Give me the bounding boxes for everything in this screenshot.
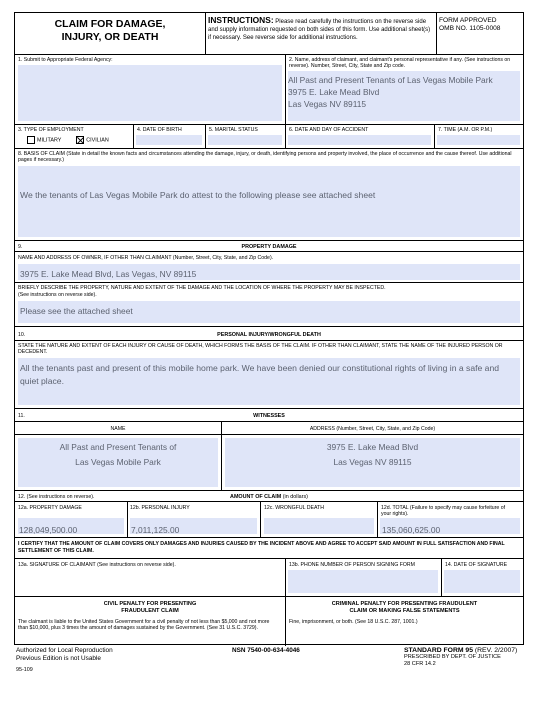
form-title: CLAIM FOR DAMAGE, INJURY, OR DEATH [54,18,166,43]
agency-claimant-row [15,55,523,125]
nsn-number: NSN 7540-00-634-4046 [232,647,300,654]
property-heading-row: 9. PROPERTY DAMAGE [15,241,523,252]
witnesses-heading-row: 11. WITNESSES [15,409,523,422]
agency-field[interactable]: 1. Submit to Appropriate Federal Agency: [15,55,285,124]
describe-value: Please see the attached sheet [20,306,133,316]
signature-field[interactable]: 13a. SIGNATURE OF CLAIMANT (See instructions on reverse side). [18,562,176,568]
describe-row[interactable]: BRIEFLY DESCRIBE THE PROPERTY, NATURE AND EXTENT OF THE DAMAGE AND THE LOCATION OF WHERE THE PROPERTY MAY BE INSPECTED. (See instructions on reverse side). Please see the attached sheet [15,283,523,327]
criminal-penalty: CRIMINAL PENALTY FOR PRESENTING FRAUDULENT CLAIM OR MAKING FALSE STATEMENTS Fine, imprisonment, or both. (See 18 U.S.C. 287, 1001.) [289,601,478,625]
details-row [15,125,523,149]
time-field[interactable]: 7. TIME (A.M. OR P.M.) [435,125,523,148]
claimant-field[interactable]: 2. Name, address of claimant, and claimant's personal representative if any. (See instructions on reverse). Number, Street, City, State and Zip code. All Past and Present Tenants of Las Vegas Mobile Park 3975 E. Lake Mead Blvd Las Vegas NV 89115 [286,55,523,124]
personal-injury-field[interactable]: 12b. PERSONAL INJURY 7,011,125.00 [128,502,260,537]
form-approved: FORM APPROVED OMB NO. 1105-0008 [439,17,501,32]
employment-field: 3. TYPE OF EMPLOYMENT MILITARY CIVILIAN [18,127,109,144]
dob-field[interactable]: 4. DATE OF BIRTH [134,125,205,148]
penalty-row [15,597,523,646]
standard-form-info: STANDARD FORM 95 (REV. 2/2007) PRESCRIBED BY DEPT. OF JUSTICE 28 CFR 14.2 [404,647,518,667]
signature-date-field[interactable]: 14. DATE OF SIGNATURE [442,559,523,596]
wrongful-death-field[interactable]: 12c. WRONGFUL DEATH [261,502,377,537]
witness-name-field[interactable]: All Past and Present Tenants of Las Vegas Mobile Park [15,435,221,490]
property-damage-field[interactable]: 12a. PROPERTY DAMAGE 128,049,500.00 [15,502,127,537]
owner-value: 3975 E. Lake Mead Blvd, Las Vegas, NV 89115 [20,269,197,279]
witness-row [15,435,523,491]
certify-row: I CERTIFY THAT THE AMOUNT OF CLAIM COVERS ONLY DAMAGES AND INJURIES CAUSED BY THE INCIDENT ABOVE AND AGREE TO ACCEPT SAID AMOUNT IN FULL SATISFACTION AND FINAL SETTLEMENT OF THIS CLAIM. [15,538,523,559]
amount-row [15,502,523,538]
reproduction-note: Authorized for Local Reproduction Previous Edition is not Usable 95-109 [16,647,113,674]
civil-penalty: CIVIL PENALTY FOR PRESENTING FRAUDULENT CLAIM The claimant is liable to the United States Government for a civil penalty of not less than $5,000 and not more than $10,000, plus 3 times the amount of damages sustained by the Government. (See 31 U.S.C. 3729). [18,601,270,632]
witness-address-field[interactable]: 3975 E. Lake Mead Blvd Las Vegas NV 89115 [222,435,523,490]
accident-date-field[interactable]: 6. DATE AND DAY OF ACCIDENT [286,125,434,148]
total-field[interactable]: 12d. TOTAL (Failure to specify may cause forfeiture of your rights). 135,060,625.00 [378,502,523,537]
signature-row [15,559,523,597]
owner-row[interactable]: NAME AND ADDRESS OF OWNER, IF OTHER THAN CLAIMANT (Number, Street, City, State, and Zip Code). 3975 E. Lake Mead Blvd, Las Vegas, NV 89115 [15,252,523,283]
instructions-text: Please read carefully the instructions on the reverse side and supply information requested on both sides of this form. Use additional sheet(s) if necessary. See reverse side for additional instructions. [208,19,431,41]
basis-value: We the tenants of Las Vegas Mobile Park do attest to the following please see attached sheet [20,190,376,200]
marital-field[interactable]: 5. MARITAL STATUS [206,125,285,148]
instructions-box [208,16,433,54]
phone-field[interactable]: 13b. PHONE NUMBER OF PERSON SIGNING FORM [286,559,441,596]
military-checkbox[interactable] [27,136,35,144]
form-header [15,13,523,55]
instructions-heading: INSTRUCTIONS: [208,15,274,25]
basis-row[interactable]: 8. BASIS OF CLAIM (State in detail the known facts and circumstances attending the damage, injury, or death, identifying persons and property involved, the place of occurrence and the cause thereof. Use additional pages if necessary.) We the tenants of Las Vegas Mobile Park do attest to the following please see attached sheet [15,149,523,241]
injury-heading-row: 10. PERSONAL INJURY/WRONGFUL DEATH [15,327,523,341]
witness-header-row: NAME ADDRESS (Number, Street, City, State, and Zip Code) [15,422,523,435]
amount-heading-row: 12. (See instructions on reverse). AMOUNT OF CLAIM (in dollars) [15,491,523,502]
form-footer [14,646,524,686]
claim-form [14,12,524,645]
injury-value: All the tenants past and present of this mobile home park. We have been denied our constitutional rights of living in a safe and quiet place. [20,363,499,386]
injury-row[interactable]: STATE THE NATURE AND EXTENT OF EACH INJURY OR CAUSE OF DEATH, WHICH FORMS THE BASIS OF THE CLAIM. IF OTHER THAN CLAIMANT, STATE THE NAME OF THE INJURED PERSON OR DECEDENT. All the tenants past and present of this mobile home park. We have been denied our constitutional rights of living in a safe and quiet place. [15,341,523,409]
civilian-checkbox[interactable] [76,136,84,144]
